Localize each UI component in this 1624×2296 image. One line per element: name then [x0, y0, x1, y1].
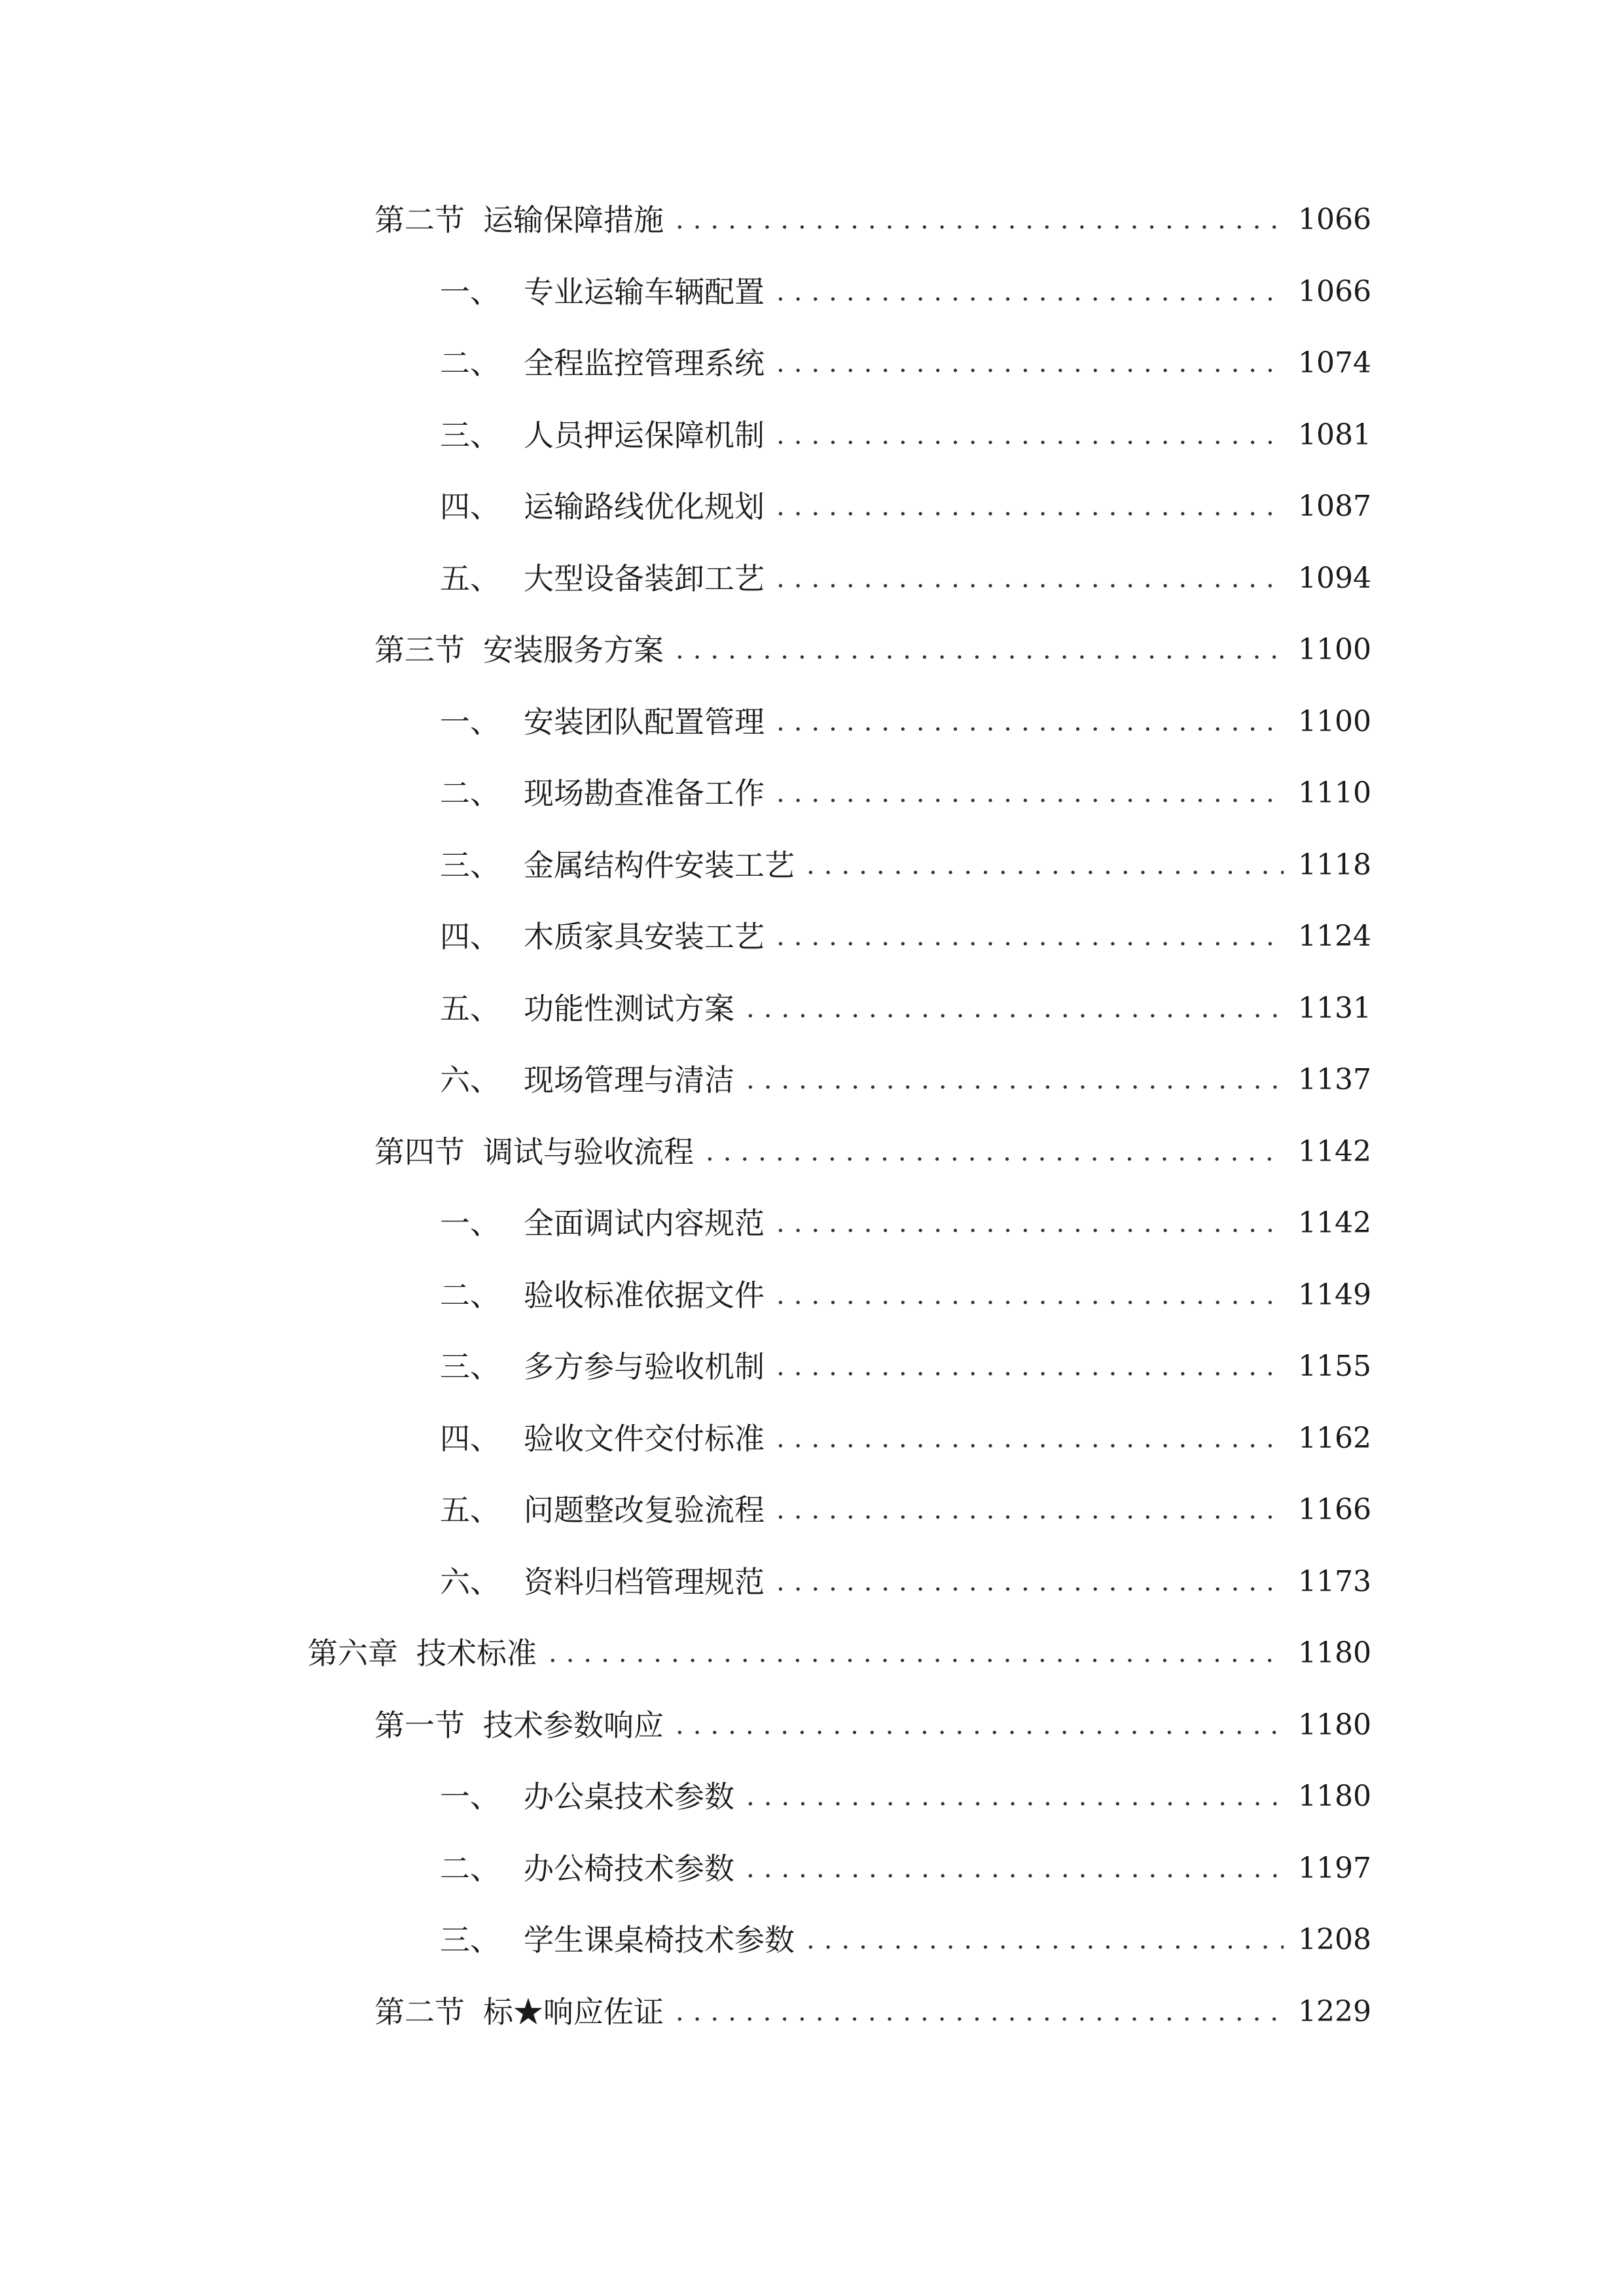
toc-page-number: 1142	[1298, 1206, 1371, 1240]
toc-page-number: 1229	[1298, 1995, 1371, 2028]
toc-label	[440, 1919, 795, 1961]
dot-leader	[806, 844, 1284, 886]
toc-label	[440, 1561, 765, 1603]
toc-number: 三、	[440, 1349, 500, 1384]
toc-title: 运输路线优化规划	[524, 489, 765, 524]
toc-label	[440, 414, 765, 456]
toc-entry[interactable]	[374, 1704, 1371, 1746]
toc-number: 三、	[440, 848, 500, 883]
toc-label	[374, 629, 664, 671]
dot-leader	[549, 1632, 1284, 1674]
dot-leader	[776, 916, 1284, 958]
toc-page-number: 1100	[1298, 705, 1371, 738]
toc-number: 一、	[440, 274, 500, 310]
toc-title: 办公椅技术参数	[524, 1851, 734, 1886]
toc-page-number: 1094	[1298, 562, 1371, 595]
toc-number: 第三节	[374, 632, 465, 668]
toc-label	[440, 844, 795, 886]
toc-number: 五、	[440, 991, 500, 1026]
toc-title: 多方参与验收机制	[524, 1349, 765, 1384]
toc-label	[440, 916, 765, 958]
toc-number: 第一节	[374, 1708, 465, 1743]
toc-entry[interactable]	[440, 1919, 1371, 1961]
toc-label	[440, 1059, 734, 1101]
toc-number: 三、	[440, 1922, 500, 1958]
toc-entry[interactable]	[440, 1776, 1371, 1818]
dot-leader	[776, 271, 1284, 313]
toc-page-number: 1074	[1298, 346, 1371, 380]
toc-page-number: 1197	[1298, 1852, 1371, 1885]
toc-label	[440, 1346, 765, 1388]
toc-label	[440, 1274, 765, 1316]
toc-title: 资料归档管理规范	[524, 1564, 765, 1600]
toc-number: 第六章	[308, 1636, 398, 1671]
toc-title: 现场勘查准备工作	[524, 776, 765, 811]
toc-entry[interactable]	[440, 701, 1371, 743]
toc-page-number: 1131	[1298, 992, 1371, 1025]
toc-number: 一、	[440, 704, 500, 740]
dot-leader	[776, 1561, 1284, 1603]
toc-label	[440, 1776, 734, 1818]
toc-title: 专业运输车辆配置	[524, 274, 765, 310]
toc-entry[interactable]	[440, 1274, 1371, 1316]
toc-label	[440, 1202, 765, 1244]
toc-entry[interactable]	[440, 988, 1371, 1030]
toc-number: 第二节	[374, 1994, 465, 2030]
toc-title: 运输保障措施	[483, 202, 664, 238]
toc-title: 全程监控管理系统	[524, 346, 765, 381]
toc-title: 全面调试内容规范	[524, 1206, 765, 1241]
toc-label	[374, 1131, 694, 1173]
toc-label	[308, 1632, 537, 1674]
toc-page-number: 1166	[1298, 1493, 1371, 1526]
toc-title: 验收文件交付标准	[524, 1421, 765, 1456]
toc-page-number: 1066	[1298, 203, 1371, 236]
toc-entry[interactable]	[440, 1489, 1371, 1531]
toc-entry[interactable]	[440, 1059, 1371, 1101]
dot-leader	[776, 342, 1284, 384]
toc-label	[440, 486, 765, 528]
toc-page-number: 1162	[1298, 1422, 1371, 1455]
dot-leader	[676, 199, 1284, 241]
toc-entry[interactable]	[440, 1202, 1371, 1244]
toc-title: 验收标准依据文件	[524, 1278, 765, 1313]
dot-leader	[776, 414, 1284, 456]
toc-number: 二、	[440, 776, 500, 811]
toc-number: 三、	[440, 418, 500, 453]
toc-label	[374, 199, 664, 241]
toc-entry[interactable]	[440, 558, 1371, 600]
toc-entry[interactable]	[440, 1561, 1371, 1603]
toc-label	[440, 701, 765, 743]
toc-entry[interactable]	[440, 342, 1371, 384]
toc-number: 四、	[440, 1421, 500, 1456]
toc-number: 五、	[440, 1492, 500, 1528]
toc-label	[374, 1991, 664, 2033]
dot-leader	[776, 486, 1284, 528]
toc-page-number: 1081	[1298, 418, 1371, 452]
toc-entry[interactable]	[308, 1632, 1371, 1674]
toc-label	[440, 988, 734, 1030]
toc-entry[interactable]	[374, 1991, 1371, 2033]
toc-number: 四、	[440, 489, 500, 524]
toc-title: 办公桌技术参数	[524, 1779, 734, 1814]
toc-title: 学生课桌椅技术参数	[524, 1922, 795, 1958]
toc-page-number: 1066	[1298, 275, 1371, 308]
toc-entry[interactable]	[440, 1418, 1371, 1460]
toc-page-number: 1180	[1298, 1708, 1371, 1742]
toc-entry[interactable]	[374, 199, 1371, 241]
dot-leader	[806, 1919, 1284, 1961]
toc-page-number: 1137	[1298, 1063, 1371, 1096]
toc-number: 四、	[440, 919, 500, 954]
toc-label	[440, 1418, 765, 1460]
toc-number: 第四节	[374, 1134, 465, 1170]
toc-page-number: 1142	[1298, 1135, 1371, 1168]
toc-entry[interactable]	[374, 1131, 1371, 1173]
toc-number: 二、	[440, 1851, 500, 1886]
toc-title: 标★响应佐证	[483, 1994, 664, 2030]
toc-page-number: 1173	[1298, 1565, 1371, 1598]
toc-number: 二、	[440, 1278, 500, 1313]
toc-page-number: 1180	[1298, 1636, 1371, 1670]
dot-leader	[776, 1202, 1284, 1244]
dot-leader	[776, 1346, 1284, 1388]
toc-number: 第二节	[374, 202, 465, 238]
toc-title: 金属结构件安装工艺	[524, 848, 795, 883]
toc-entry[interactable]	[440, 486, 1371, 528]
toc-page-number: 1180	[1298, 1780, 1371, 1813]
toc-page-number: 1208	[1298, 1923, 1371, 1956]
dot-leader	[776, 558, 1284, 600]
toc-title: 安装服务方案	[483, 632, 664, 668]
dot-leader	[746, 1059, 1284, 1101]
toc-page-number: 1087	[1298, 490, 1371, 523]
toc-label	[374, 1704, 664, 1746]
toc-number: 二、	[440, 346, 500, 381]
toc-page-number: 1100	[1298, 633, 1371, 666]
toc-title: 安装团队配置管理	[524, 704, 765, 740]
toc-page-number: 1118	[1298, 848, 1371, 882]
dot-leader	[776, 1274, 1284, 1316]
toc-entry[interactable]	[440, 916, 1371, 958]
dot-leader	[746, 1848, 1284, 1890]
dot-leader	[776, 1418, 1284, 1460]
toc-label	[440, 558, 765, 600]
toc-page-number: 1155	[1298, 1350, 1371, 1383]
dot-leader	[706, 1131, 1284, 1173]
toc-number: 一、	[440, 1206, 500, 1241]
toc-title: 人员押运保障机制	[524, 418, 765, 453]
toc-entry[interactable]	[440, 271, 1371, 313]
toc-page-number: 1110	[1298, 776, 1371, 810]
toc-title: 木质家具安装工艺	[524, 919, 765, 954]
dot-leader	[776, 772, 1284, 814]
toc-title: 技术标准	[416, 1636, 537, 1671]
dot-leader	[746, 1776, 1284, 1818]
toc-entry[interactable]	[440, 1346, 1371, 1388]
toc-entry[interactable]	[374, 629, 1371, 671]
toc-entry[interactable]	[440, 414, 1371, 456]
dot-leader	[746, 988, 1284, 1030]
dot-leader	[776, 701, 1284, 743]
toc-label	[440, 271, 765, 313]
toc-title: 调试与验收流程	[483, 1134, 694, 1170]
dot-leader	[676, 1991, 1284, 2033]
toc-title: 大型设备装卸工艺	[524, 561, 765, 596]
dot-leader	[676, 1704, 1284, 1746]
toc-number: 六、	[440, 1062, 500, 1098]
toc-number: 五、	[440, 561, 500, 596]
toc-number: 一、	[440, 1779, 500, 1814]
toc-label	[440, 342, 765, 384]
toc-entry[interactable]	[440, 772, 1371, 814]
toc-label	[440, 1848, 734, 1890]
toc-page-number: 1124	[1298, 920, 1371, 953]
toc-title: 技术参数响应	[483, 1708, 664, 1743]
toc-entry[interactable]	[440, 1848, 1371, 1890]
toc-title: 问题整改复验流程	[524, 1492, 765, 1528]
toc-label	[440, 1489, 765, 1531]
toc-number: 六、	[440, 1564, 500, 1600]
toc-page-number: 1149	[1298, 1278, 1371, 1312]
toc-title: 现场管理与清洁	[524, 1062, 734, 1098]
toc-entry[interactable]	[440, 844, 1371, 886]
dot-leader	[676, 629, 1284, 671]
toc-title: 功能性测试方案	[524, 991, 734, 1026]
dot-leader	[776, 1489, 1284, 1531]
toc-label	[440, 772, 765, 814]
